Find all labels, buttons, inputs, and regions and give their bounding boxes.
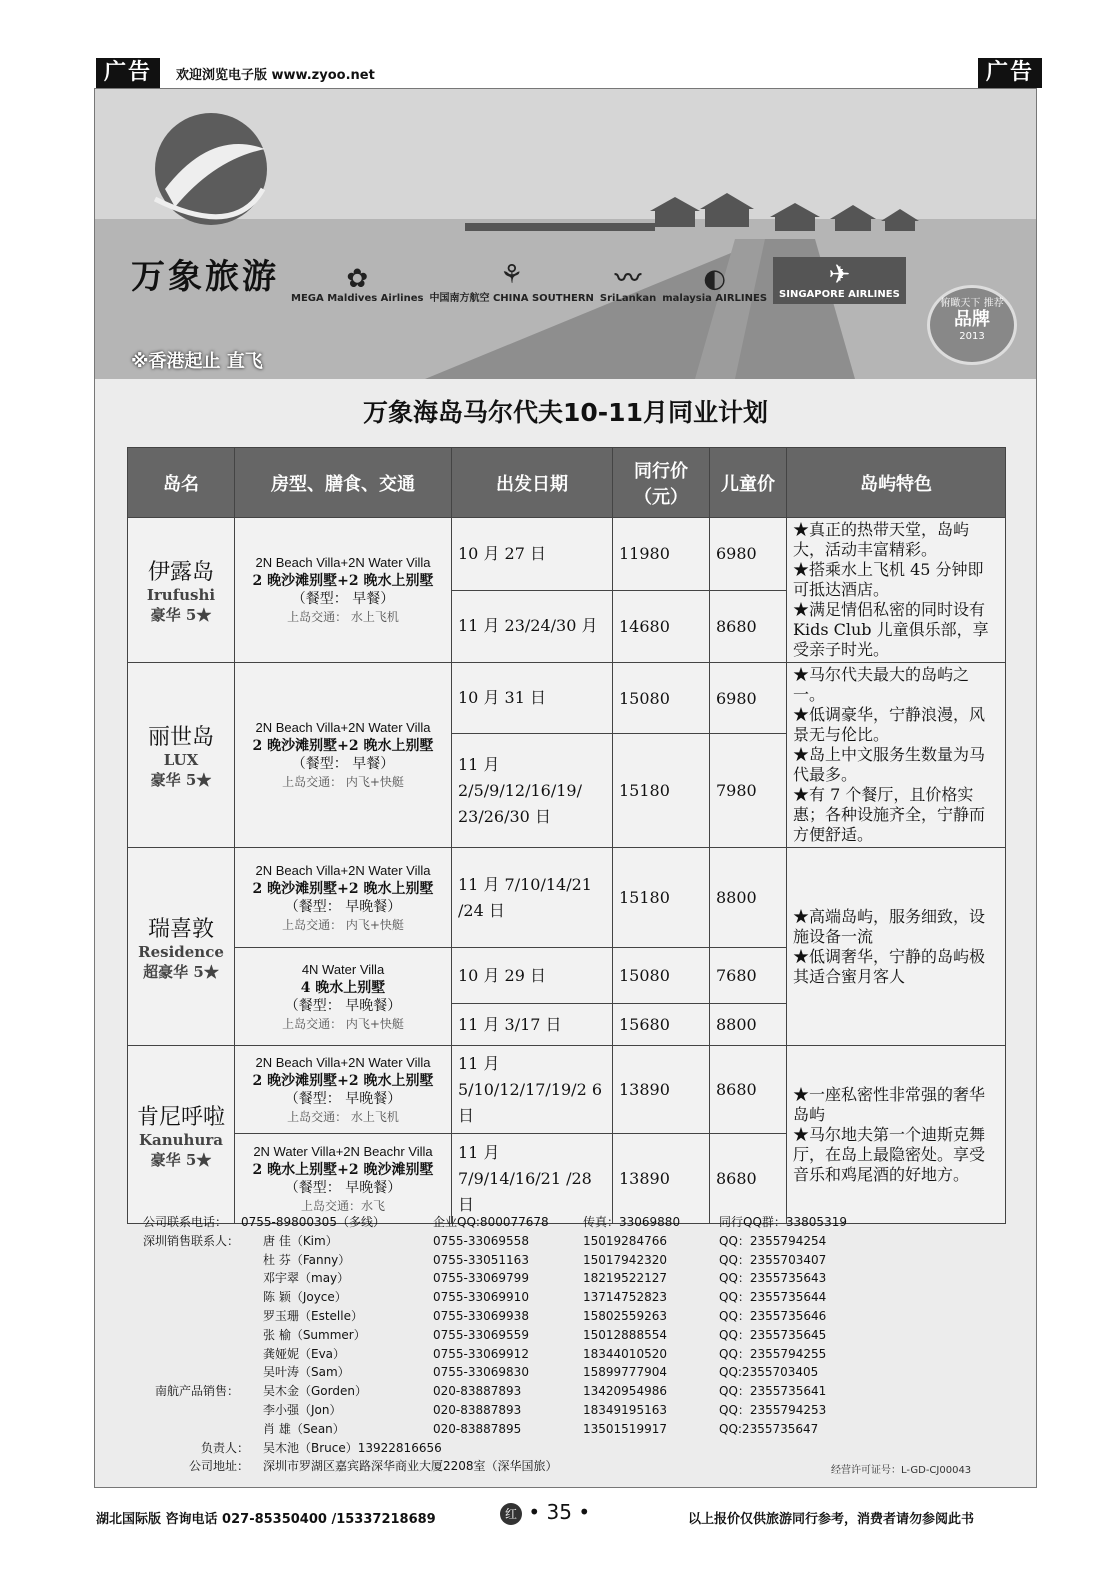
date-cell: 11 月 7/10/14/21 /24 日 [452,848,613,948]
feature-cell: ★马尔代夫最大的岛屿之一。 ★低调豪华，宁静浪漫，风景无与伦比。 ★岛上中文服务生数量为马代最多。 ★有 7 个餐厅，且价格实惠；各种设施齐全，宁静而方便舒适。 [787,663,1006,848]
island-cell: 伊露岛 Irufushi 豪华 5★ [128,518,235,663]
contact-row: 李小强（Jon） 020-83887893 18349195163 QQ：2355794253 [263,1402,827,1417]
room-cell: 2N Beach Villa+2N Water Villa 2 晚沙滩别墅+2 晚水上别墅 （餐型： 早晚餐） 上岛交通： 水上飞机 [235,1046,452,1134]
feature-cell: ★真正的热带天堂，岛屿大，活动丰富精彩。 ★搭乘水上飞机 45 分钟即可抵达酒店。 ★满足情侣私密的同时设有 Kids Club 儿童俱乐部，享受亲子时光。 [787,518,1006,663]
red-circle-icon: 红 [500,1503,522,1525]
room-cell: 2N Water Villa+2N Beachr Villa 2 晚水上别墅+2 晚沙滩别墅 （餐型： 早晚餐） 上岛交通：水飞 [235,1134,452,1224]
child-price-cell: 8680 [710,590,787,663]
table-row [128,848,1006,948]
airline-logo-mega: ✿ MEGA Maldives Airlines [291,264,424,304]
price-cell: 15180 [613,734,710,848]
price-cell: 11980 [613,518,710,591]
room-cell: 2N Beach Villa+2N Water Villa 2 晚沙滩别墅+2 晚水上别墅 （餐型： 早晚餐） 上岛交通： 内飞+快艇 [235,848,452,948]
header-price: 同行价（元） [613,448,710,518]
price-cell: 15180 [613,848,710,948]
contact-row: 邓宇翠（may） 0755-33069799 18219522127 QQ：2355735643 [263,1271,827,1286]
room-cell: 4N Water Villa 4 晚水上别墅 （餐型： 早晚餐） 上岛交通： 内飞+快艇 [235,948,452,1046]
banner-scene [95,89,1036,379]
kite-icon: ◐ [703,264,726,294]
flower-icon: ✿ [346,264,369,294]
welcome-text[interactable]: 欢迎浏览电子版 www.zyoo.net [176,68,375,83]
footer-disclaimer: 以上报价仅供旅游同行参考，消费者请勿参阅此书 [688,1512,975,1527]
airline-logo-srilankan: 〰 SriLankan [599,264,657,304]
airline-logos [291,257,906,304]
contact-row: 陈 颖（Joyce） 0755-33069910 13714752823 QQ：2355735644 [263,1290,827,1305]
kapok-icon: ⚘ [500,260,524,290]
room-cell: 2N Beach Villa+2N Water Villa 2 晚沙滩别墅+2 晚水上别墅 （餐型： 早餐） 上岛交通： 内飞+快艇 [235,663,452,848]
license-number: 经营许可证号：L-GD-CJ00043 [831,1465,972,1476]
header-child: 儿童价 [710,448,787,518]
price-cell: 15680 [613,1004,710,1046]
contact-row: 罗玉珊（Estelle） 0755-33069938 15802559263 QQ：2355735646 [263,1308,827,1323]
date-cell: 11 月 23/24/30 月 [452,590,613,663]
price-table [127,447,1006,1224]
contact-block [143,1213,1003,1476]
header-island: 岛名 [128,448,235,518]
contact-row: 张 榆（Summer） 0755-33069559 15012888554 QQ：2355735645 [263,1327,827,1342]
contact-row: 吴叶涛（Sam） 0755-33069830 15899777904 QQ:2355703405 [263,1365,819,1380]
child-price-cell: 6980 [710,518,787,591]
contact-row: 杜 芬（Fanny） 0755-33051163 15017942320 QQ：2355703407 [263,1252,827,1267]
price-cell: 15080 [613,663,710,734]
header-date: 出发日期 [452,448,613,518]
airline-logo-singapore: ✈ SINGAPORE AIRLINES [773,257,906,304]
table-header-row [128,448,1006,518]
child-price-cell: 8800 [710,848,787,948]
date-cell: 10 月 27 日 [452,518,613,591]
table-row [128,518,1006,591]
airline-logo-malaysia: ◐ malaysia AIRLINES [662,264,768,304]
date-cell: 11 月 7/9/14/16/21 /28 日 [452,1134,613,1224]
child-price-cell: 6980 [710,663,787,734]
header-room: 房型、膳食、交通 [235,448,452,518]
price-cell: 15080 [613,948,710,1004]
date-cell: 11 月 2/5/9/12/16/19/ 23/26/30 日 [452,734,613,848]
page-number: 红 • 35 • [500,1500,590,1525]
date-cell: 11 月 5/10/12/17/19/2 6 日 [452,1046,613,1134]
contact-row: 龚娅妮（Eva） 0755-33069912 18344010520 QQ：2355794255 [263,1346,827,1361]
child-price-cell: 8680 [710,1134,787,1224]
price-cell: 13890 [613,1046,710,1134]
island-cell: 丽世岛 LUX 豪华 5★ [128,663,235,848]
child-price-cell: 8800 [710,1004,787,1046]
child-price-cell: 7680 [710,948,787,1004]
ad-tag-left: 广告 [96,58,160,88]
footer-left-text: 湖北国际版 咨询电话 027-85350400 /15337218689 [96,1512,436,1527]
feature-cell: ★高端岛屿，服务细致，设施设备一流 ★低调奢华，宁静的岛屿极其适合蜜月客人 [787,848,1006,1046]
contact-address-row: 公司地址： 深圳市罗湖区嘉宾路深华商业大厦2208室（深华国旅） [189,1459,558,1474]
contact-row: 南航产品销售： 吴木金（Gorden） 020-83887893 13420954986 QQ：2355735641 [155,1384,827,1399]
price-cell: 13890 [613,1134,710,1224]
advertisement-frame [94,88,1037,1488]
airline-logo-china-southern: ⚘ 中国南方航空 CHINA SOUTHERN [429,260,594,304]
contact-row: 肖 雄（Sean） 020-83887895 13501519917 QQ:2355735647 [263,1421,819,1436]
bird-icon: ✈ [828,260,851,290]
feature-cell: ★一座私密性非常强的奢华岛屿 ★马尔地夫第一个迪斯克舞厅，在岛上最隐密处。享受音乐和鸡尾酒的好地方。 [787,1046,1006,1224]
island-cell: 肯尼呼啦 Kanuhura 豪华 5★ [128,1046,235,1224]
contact-company-row: 公司联系电话： 0755-89800305（多线） 企业QQ:800077678 传真：33069880 同行QQ群：33805319 [143,1215,847,1229]
date-cell: 10 月 31 日 [452,663,613,734]
child-price-cell: 7980 [710,734,787,848]
brand-badge: 俯瞰天下 推荐 品牌 2013 [927,285,1017,365]
page-title: 万象海岛马尔代夫10-11月同业计划 [363,398,768,427]
banner [95,89,1036,379]
contact-manager-row: 负责人： 吴木池（Bruce）13922816656 [201,1440,442,1455]
price-cell: 14680 [613,590,710,663]
origin-note: ※香港起止 直飞 [131,351,263,372]
child-price-cell: 8680 [710,1046,787,1134]
peacock-icon: 〰 [615,264,642,294]
header-feature: 岛屿特色 [787,448,1006,518]
brand-logo-text: 万象旅游 [131,257,279,297]
room-cell: 2N Beach Villa+2N Water Villa 2 晚沙滩别墅+2 晚水上别墅 （餐型： 早餐） 上岛交通： 水上飞机 [235,518,452,663]
table-row [128,1046,1006,1134]
contact-row: 深圳销售联系人： 唐 佳（Kim） 0755-33069558 15019284766 QQ：2355794254 [143,1233,827,1248]
date-cell: 10 月 29 日 [452,948,613,1004]
table-row [128,663,1006,734]
island-cell: 瑞喜敦 Residence 超豪华 5★ [128,848,235,1046]
date-cell: 11 月 3/17 日 [452,1004,613,1046]
ad-tag-right: 广告 [978,58,1042,88]
